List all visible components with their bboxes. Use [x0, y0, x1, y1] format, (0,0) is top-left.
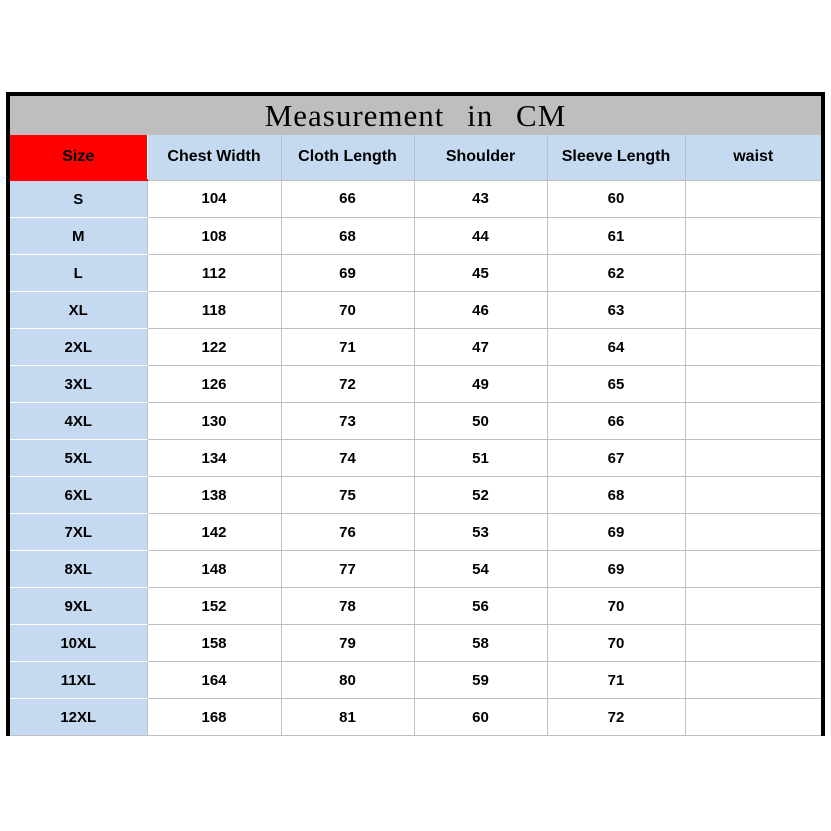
- value-cell: [685, 329, 821, 366]
- value-cell: 130: [147, 403, 281, 440]
- column-header-sleeve-length: Sleeve Length: [547, 135, 685, 180]
- table-row: [10, 551, 821, 588]
- size-cell: 10XL: [10, 625, 147, 662]
- value-cell: 164: [147, 662, 281, 699]
- table-row: [10, 699, 821, 736]
- value-cell: [685, 625, 821, 662]
- value-cell: [685, 255, 821, 292]
- value-cell: 59: [414, 662, 547, 699]
- value-cell: [685, 292, 821, 329]
- size-cell: L: [10, 255, 147, 292]
- value-cell: 81: [281, 699, 414, 736]
- value-cell: 58: [414, 625, 547, 662]
- value-cell: 126: [147, 366, 281, 403]
- value-cell: [685, 662, 821, 699]
- value-cell: [685, 218, 821, 255]
- value-cell: 44: [414, 218, 547, 255]
- size-cell: M: [10, 218, 147, 255]
- table-row: [10, 403, 821, 440]
- value-cell: 47: [414, 329, 547, 366]
- size-cell: 11XL: [10, 662, 147, 699]
- value-cell: 54: [414, 551, 547, 588]
- size-cell: 3XL: [10, 366, 147, 403]
- value-cell: 63: [547, 292, 685, 329]
- value-cell: 69: [281, 255, 414, 292]
- column-header-shoulder: Shoulder: [414, 135, 547, 180]
- value-cell: 118: [147, 292, 281, 329]
- value-cell: 66: [547, 403, 685, 440]
- value-cell: 76: [281, 514, 414, 551]
- value-cell: 80: [281, 662, 414, 699]
- table-row: [10, 588, 821, 625]
- value-cell: 72: [281, 366, 414, 403]
- table-row: [10, 440, 821, 477]
- value-cell: 70: [547, 625, 685, 662]
- column-header-size: Size: [10, 135, 147, 180]
- value-cell: 61: [547, 218, 685, 255]
- size-cell: 6XL: [10, 477, 147, 514]
- table-row: [10, 514, 821, 551]
- value-cell: [685, 366, 821, 403]
- value-cell: 72: [547, 699, 685, 736]
- table-title: Measurement in CM: [10, 96, 821, 135]
- column-header-cloth-length: Cloth Length: [281, 135, 414, 180]
- size-cell: 4XL: [10, 403, 147, 440]
- value-cell: 74: [281, 440, 414, 477]
- table-row: [10, 477, 821, 514]
- size-cell: 8XL: [10, 551, 147, 588]
- size-cell: S: [10, 180, 147, 218]
- value-cell: 65: [547, 366, 685, 403]
- value-cell: 75: [281, 477, 414, 514]
- measurement-table-frame: [6, 92, 825, 736]
- size-cell: 12XL: [10, 699, 147, 736]
- value-cell: 142: [147, 514, 281, 551]
- size-cell: 7XL: [10, 514, 147, 551]
- value-cell: 49: [414, 366, 547, 403]
- value-cell: 46: [414, 292, 547, 329]
- value-cell: 70: [281, 292, 414, 329]
- value-cell: 62: [547, 255, 685, 292]
- value-cell: 69: [547, 514, 685, 551]
- value-cell: 43: [414, 180, 547, 218]
- value-cell: 112: [147, 255, 281, 292]
- value-cell: 138: [147, 477, 281, 514]
- value-cell: 104: [147, 180, 281, 218]
- value-cell: [685, 699, 821, 736]
- value-cell: 77: [281, 551, 414, 588]
- table-row: [10, 625, 821, 662]
- value-cell: [685, 440, 821, 477]
- size-cell: 5XL: [10, 440, 147, 477]
- value-cell: 60: [414, 699, 547, 736]
- value-cell: 122: [147, 329, 281, 366]
- table-row: [10, 180, 821, 218]
- table-row: [10, 255, 821, 292]
- value-cell: 70: [547, 588, 685, 625]
- size-cell: XL: [10, 292, 147, 329]
- value-cell: 56: [414, 588, 547, 625]
- value-cell: 158: [147, 625, 281, 662]
- value-cell: 53: [414, 514, 547, 551]
- table-row: [10, 292, 821, 329]
- value-cell: [685, 588, 821, 625]
- value-cell: 69: [547, 551, 685, 588]
- table-row: [10, 329, 821, 366]
- value-cell: 71: [281, 329, 414, 366]
- table-row: [10, 218, 821, 255]
- value-cell: 45: [414, 255, 547, 292]
- value-cell: 168: [147, 699, 281, 736]
- value-cell: 60: [547, 180, 685, 218]
- table-row: [10, 662, 821, 699]
- column-header-chest-width: Chest Width: [147, 135, 281, 180]
- value-cell: 108: [147, 218, 281, 255]
- value-cell: 152: [147, 588, 281, 625]
- value-cell: 79: [281, 625, 414, 662]
- size-cell: 9XL: [10, 588, 147, 625]
- value-cell: 66: [281, 180, 414, 218]
- value-cell: [685, 551, 821, 588]
- value-cell: [685, 403, 821, 440]
- value-cell: 51: [414, 440, 547, 477]
- value-cell: 52: [414, 477, 547, 514]
- table-row: [10, 366, 821, 403]
- value-cell: [685, 477, 821, 514]
- value-cell: 134: [147, 440, 281, 477]
- value-cell: 67: [547, 440, 685, 477]
- size-cell: 2XL: [10, 329, 147, 366]
- table-body: [10, 180, 821, 736]
- value-cell: 68: [281, 218, 414, 255]
- value-cell: 73: [281, 403, 414, 440]
- size-table: [10, 135, 821, 736]
- value-cell: 148: [147, 551, 281, 588]
- value-cell: 78: [281, 588, 414, 625]
- value-cell: 71: [547, 662, 685, 699]
- header-row: [10, 135, 821, 180]
- column-header-waist: waist: [685, 135, 821, 180]
- value-cell: [685, 514, 821, 551]
- value-cell: [685, 180, 821, 218]
- value-cell: 50: [414, 403, 547, 440]
- value-cell: 64: [547, 329, 685, 366]
- value-cell: 68: [547, 477, 685, 514]
